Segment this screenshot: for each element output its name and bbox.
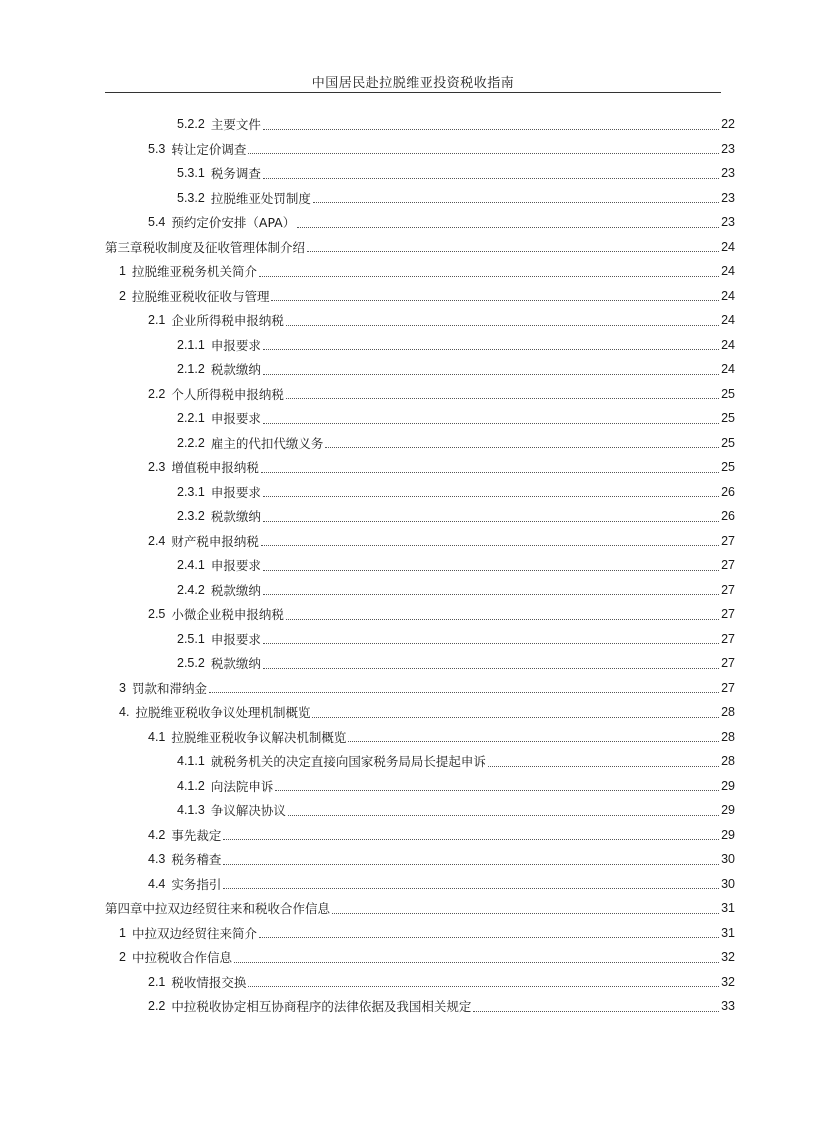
toc-dot-leader <box>263 643 719 644</box>
toc-entry[interactable] <box>0 455 826 480</box>
toc-dot-leader <box>275 790 719 791</box>
toc-entry-title: 小微企业税申报纳税 <box>171 607 284 623</box>
toc-entry[interactable] <box>0 210 826 235</box>
toc-dot-leader <box>263 496 719 497</box>
toc-entry-title: 企业所得税申报纳税 <box>171 313 284 329</box>
toc-entry-page-number: 28 <box>721 754 735 769</box>
toc-entry-number: 2.3.2 <box>177 509 205 524</box>
toc-entry[interactable] <box>0 700 826 725</box>
toc-entry-number: 4.1.1 <box>177 754 205 769</box>
toc-entry[interactable] <box>0 578 826 603</box>
toc-entry-title: 拉脱维亚税务机关简介 <box>131 264 257 280</box>
toc-entry[interactable] <box>0 798 826 823</box>
toc-dot-leader <box>263 374 719 375</box>
toc-entry-page-number: 31 <box>721 901 735 916</box>
toc-entry-title: 中拉税收协定相互协商程序的法律依据及我国相关规定 <box>171 999 472 1015</box>
toc-entry-number: 4.1.3 <box>177 803 205 818</box>
toc-entry-number: 5.3.1 <box>177 166 205 181</box>
toc-entry-title: 拉脱维亚税收争议处理机制概览 <box>135 705 311 721</box>
toc-dot-leader <box>263 668 719 669</box>
toc-entry-title: 第三章税收制度及征收管理体制介绍 <box>105 239 306 255</box>
toc-entry-title: 申报要求 <box>210 631 261 647</box>
toc-entry-page-number: 33 <box>721 999 735 1014</box>
toc-entry-title: 税收情报交换 <box>171 974 247 990</box>
toc-entry-page-number: 26 <box>721 509 735 524</box>
toc-entry-number: 2.5 <box>148 607 166 622</box>
toc-entry-title: 争议解决协议 <box>210 803 286 819</box>
toc-entry-number: 2.2.1 <box>177 411 205 426</box>
page-header-title: 中国居民赴拉脱维亚投资税收指南 <box>311 76 515 91</box>
toc-entry-number: 4.1 <box>148 729 166 744</box>
toc-entry[interactable] <box>0 921 826 946</box>
toc-entry-title: 税款缴纳 <box>210 656 261 672</box>
toc-entry[interactable] <box>0 945 826 970</box>
toc-entry-title: 增值税申报纳税 <box>171 460 259 476</box>
toc-entry-title: 雇主的代扣代缴义务 <box>210 435 324 451</box>
toc-entry[interactable] <box>0 749 826 774</box>
toc-entry-page-number: 27 <box>721 533 735 548</box>
toc-dot-leader <box>325 447 719 448</box>
toc-entry-number: 2.1 <box>148 313 166 328</box>
toc-dot-leader <box>223 864 719 865</box>
toc-dot-leader <box>248 153 719 154</box>
toc-entry-page-number: 24 <box>721 264 735 279</box>
toc-entry-page-number: 23 <box>721 166 735 181</box>
toc-dot-leader <box>332 913 719 914</box>
toc-dot-leader <box>261 472 719 473</box>
toc-entry[interactable] <box>0 333 826 358</box>
toc-entry-number: 2.5.2 <box>177 656 205 671</box>
toc-entry[interactable] <box>0 161 826 186</box>
toc-entry[interactable] <box>0 259 826 284</box>
toc-dot-leader <box>263 129 719 130</box>
toc-entry[interactable] <box>0 651 826 676</box>
toc-entry-page-number: 31 <box>721 925 735 940</box>
toc-entry-number: 2.3 <box>148 460 166 475</box>
toc-dot-leader <box>312 717 719 718</box>
toc-entry-title: 中拉双边经贸往来简介 <box>131 925 257 941</box>
toc-entry-number: 2.5.1 <box>177 631 205 646</box>
toc-entry-title: 主要文件 <box>210 117 261 133</box>
toc-entry-page-number: 23 <box>721 190 735 205</box>
toc-entry-title: 税款缴纳 <box>210 509 261 525</box>
toc-entry-number: 2.3.1 <box>177 484 205 499</box>
toc-entry[interactable] <box>0 774 826 799</box>
toc-entry-title: 就税务机关的决定直接向国家税务局局长提起申诉 <box>210 754 486 770</box>
toc-entry-page-number: 25 <box>721 411 735 426</box>
toc-entry-title: 第四章中拉双边经贸往来和税收合作信息 <box>105 901 331 917</box>
toc-entry-title: 申报要求 <box>210 337 261 353</box>
toc-dot-leader <box>297 227 719 228</box>
toc-dot-leader <box>259 937 719 938</box>
toc-entry-number: 5.3 <box>148 141 166 156</box>
toc-entry-number: 4. <box>119 705 130 720</box>
toc-dot-leader <box>263 423 719 424</box>
toc-entry[interactable] <box>0 994 826 1019</box>
toc-dot-leader <box>259 276 719 277</box>
toc-entry-page-number: 23 <box>721 215 735 230</box>
toc-dot-leader <box>488 766 719 767</box>
toc-entry-page-number: 25 <box>721 435 735 450</box>
toc-dot-leader <box>286 325 719 326</box>
toc-entry-title: 事先裁定 <box>171 827 222 843</box>
toc-entry[interactable] <box>0 308 826 333</box>
toc-entry-page-number: 23 <box>721 141 735 156</box>
toc-entry[interactable] <box>0 186 826 211</box>
toc-entry-page-number: 27 <box>721 582 735 597</box>
toc-dot-leader <box>263 178 719 179</box>
toc-entry-number: 4.3 <box>148 852 166 867</box>
toc-dot-leader <box>288 815 719 816</box>
toc-entry-title: 税款缴纳 <box>210 362 261 378</box>
toc-entry[interactable] <box>0 382 826 407</box>
toc-entry-number: 2.1.1 <box>177 337 205 352</box>
toc-dot-leader <box>248 986 719 987</box>
toc-entry[interactable] <box>0 504 826 529</box>
toc-dot-leader <box>263 570 719 571</box>
toc-entry[interactable] <box>0 284 826 309</box>
toc-entry[interactable] <box>0 406 826 431</box>
toc-dot-leader <box>313 202 719 203</box>
toc-entry-title: 拉脱维亚税收征收与管理 <box>131 288 270 304</box>
toc-entry-title: 个人所得税申报纳税 <box>171 386 284 402</box>
toc-entry-number: 2.4.2 <box>177 582 205 597</box>
toc-entry-page-number: 25 <box>721 460 735 475</box>
toc-entry-title: 转让定价调查 <box>171 141 247 157</box>
toc-entry-page-number: 28 <box>721 729 735 744</box>
toc-entry-title: 实务指引 <box>171 876 222 892</box>
toc-entry-title: 申报要求 <box>210 411 261 427</box>
toc-entry[interactable] <box>0 627 826 652</box>
toc-entry-number: 1 <box>119 264 126 279</box>
toc-entry-title: 拉脱维亚处罚制度 <box>210 190 311 206</box>
toc-entry-number: 2.2.2 <box>177 435 205 450</box>
toc-entry-title: 申报要求 <box>210 558 261 574</box>
toc-entry[interactable] <box>0 137 826 162</box>
toc-entry-page-number: 24 <box>721 288 735 303</box>
toc-entry-page-number: 28 <box>721 705 735 720</box>
header-divider <box>105 92 721 93</box>
toc-dot-leader <box>286 619 719 620</box>
toc-entry-number: 2.2 <box>148 999 166 1014</box>
toc-entry-page-number: 29 <box>721 778 735 793</box>
toc-entry[interactable] <box>0 235 826 260</box>
toc-entry-page-number: 32 <box>721 950 735 965</box>
toc-entry[interactable] <box>0 847 826 872</box>
toc-entry-title: 税务调查 <box>210 166 261 182</box>
toc-entry-title: 向法院申诉 <box>210 778 274 794</box>
toc-entry[interactable] <box>0 896 826 921</box>
toc-entry-page-number: 29 <box>721 827 735 842</box>
toc-entry[interactable] <box>0 970 826 995</box>
toc-entry-page-number: 24 <box>721 313 735 328</box>
toc-entry[interactable] <box>0 725 826 750</box>
toc-entry[interactable] <box>0 431 826 456</box>
toc-entry-page-number: 24 <box>721 239 735 254</box>
toc-entry-title: 罚款和滞纳金 <box>131 680 207 696</box>
toc-entry-number: 2.4 <box>148 533 166 548</box>
toc-dot-leader <box>263 594 719 595</box>
toc-entry-page-number: 27 <box>721 631 735 646</box>
toc-entry-page-number: 26 <box>721 484 735 499</box>
toc-entry-page-number: 27 <box>721 607 735 622</box>
toc-entry-title: 申报要求 <box>210 484 261 500</box>
toc-dot-leader <box>209 692 719 693</box>
toc-entry-page-number: 27 <box>721 656 735 671</box>
toc-dot-leader <box>261 545 719 546</box>
toc-entry-number: 5.4 <box>148 215 166 230</box>
toc-dot-leader <box>473 1011 719 1012</box>
toc-dot-leader <box>286 398 719 399</box>
toc-entry[interactable] <box>0 676 826 701</box>
toc-entry-number: 2.4.1 <box>177 558 205 573</box>
toc-entry[interactable] <box>0 602 826 627</box>
toc-dot-leader <box>307 251 719 252</box>
toc-entry-page-number: 25 <box>721 386 735 401</box>
toc-entry-title: 预约定价安排（APA） <box>171 215 296 231</box>
toc-entry[interactable] <box>0 357 826 382</box>
toc-dot-leader <box>223 839 719 840</box>
toc-entry-title: 税款缴纳 <box>210 582 261 598</box>
toc-entry-page-number: 30 <box>721 876 735 891</box>
toc-entry-number: 4.1.2 <box>177 778 205 793</box>
toc-dot-leader <box>263 521 719 522</box>
toc-entry-page-number: 24 <box>721 337 735 352</box>
toc-entry-number: 1 <box>119 925 126 940</box>
toc-entry-title: 中拉税收合作信息 <box>131 950 232 966</box>
toc-entry-number: 2.1 <box>148 974 166 989</box>
toc-entry-page-number: 24 <box>721 362 735 377</box>
toc-entry[interactable] <box>0 823 826 848</box>
toc-entry[interactable] <box>0 112 826 137</box>
toc-entry[interactable] <box>0 529 826 554</box>
toc-entry-page-number: 22 <box>721 117 735 132</box>
toc-entry-number: 4.2 <box>148 827 166 842</box>
toc-dot-leader <box>348 741 719 742</box>
toc-entry-title: 财产税申报纳税 <box>171 533 259 549</box>
toc-entry[interactable] <box>0 480 826 505</box>
toc-dot-leader <box>234 962 719 963</box>
toc-entry-number: 2.1.2 <box>177 362 205 377</box>
toc-dot-leader <box>263 349 719 350</box>
toc-entry-page-number: 27 <box>721 558 735 573</box>
toc-entry[interactable] <box>0 553 826 578</box>
toc-entry-number: 3 <box>119 680 126 695</box>
toc-dot-leader <box>223 888 719 889</box>
toc-entry-title: 拉脱维亚税收争议解决机制概览 <box>171 729 347 745</box>
toc-entry-number: 2.2 <box>148 386 166 401</box>
toc-entry-number: 5.2.2 <box>177 117 205 132</box>
toc-entry-number: 2 <box>119 288 126 303</box>
toc-entry-page-number: 27 <box>721 680 735 695</box>
toc-entry-page-number: 32 <box>721 974 735 989</box>
toc-entry-number: 2 <box>119 950 126 965</box>
toc-entry-page-number: 29 <box>721 803 735 818</box>
toc-entry[interactable] <box>0 872 826 897</box>
toc-entry-number: 4.4 <box>148 876 166 891</box>
toc-entry-number: 5.3.2 <box>177 190 205 205</box>
toc-dot-leader <box>271 300 719 301</box>
toc-entry-page-number: 30 <box>721 852 735 867</box>
toc-entry-title: 税务稽查 <box>171 852 222 868</box>
table-of-contents <box>0 112 826 1019</box>
